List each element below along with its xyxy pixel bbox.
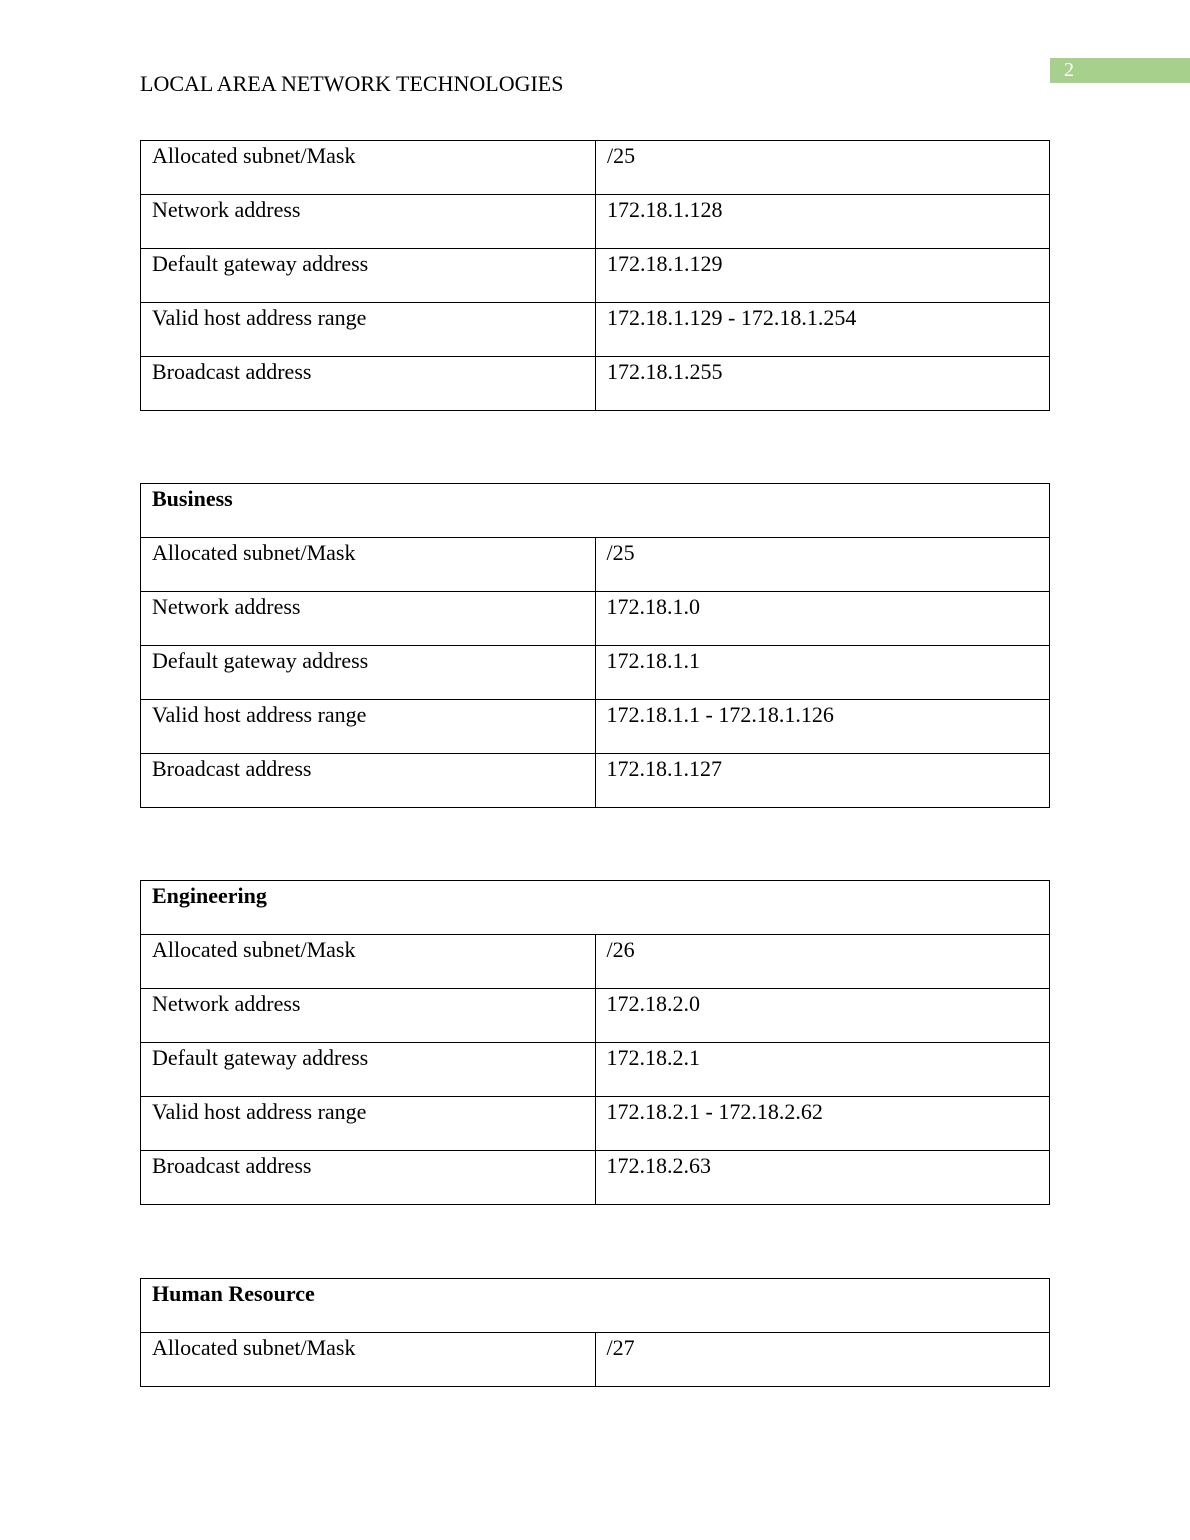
row-value: 172.18.2.63 (595, 1151, 1050, 1205)
row-label: Default gateway address (141, 1043, 596, 1097)
table-heading: Engineering (141, 881, 1050, 935)
table-row (141, 754, 1050, 808)
row-label: Network address (141, 592, 596, 646)
page-number-badge: 2 (1050, 58, 1190, 83)
table-row (141, 646, 1050, 700)
row-label: Valid host address range (141, 303, 596, 357)
table-heading: Human Resource (141, 1279, 1050, 1333)
table-row (141, 592, 1050, 646)
row-value: 172.18.1.1 (595, 646, 1050, 700)
table-row (141, 195, 1050, 249)
table-row (141, 700, 1050, 754)
row-label: Broadcast address (141, 754, 596, 808)
table-row (141, 538, 1050, 592)
row-label: Allocated subnet/Mask (141, 141, 596, 195)
row-value: 172.18.1.128 (596, 195, 1050, 249)
table-row (141, 1097, 1050, 1151)
table-row (141, 1151, 1050, 1205)
row-label: Valid host address range (141, 1097, 596, 1151)
table-row (141, 303, 1050, 357)
table-heading-row (141, 881, 1050, 935)
table-row (141, 141, 1050, 195)
row-value: 172.18.1.127 (595, 754, 1050, 808)
table-row (141, 1333, 1050, 1387)
row-value: 172.18.1.1 - 172.18.1.126 (595, 700, 1050, 754)
table-row (141, 249, 1050, 303)
row-label: Default gateway address (141, 646, 596, 700)
table-heading-row (141, 484, 1050, 538)
row-value: /27 (595, 1333, 1050, 1387)
table-row (141, 935, 1050, 989)
running-header-title: LOCAL AREA NETWORK TECHNOLOGIES (140, 71, 564, 96)
table-heading-row (141, 1279, 1050, 1333)
row-label: Allocated subnet/Mask (141, 1333, 596, 1387)
table-row (141, 989, 1050, 1043)
subnet-table-unnamed (140, 140, 1050, 411)
row-label: Valid host address range (141, 700, 596, 754)
row-value: 172.18.2.0 (595, 989, 1050, 1043)
row-value: /25 (595, 538, 1050, 592)
row-label: Broadcast address (141, 357, 596, 411)
row-label: Allocated subnet/Mask (141, 538, 596, 592)
row-value: 172.18.1.129 - 172.18.1.254 (596, 303, 1050, 357)
row-value: 172.18.2.1 (595, 1043, 1050, 1097)
row-label: Broadcast address (141, 1151, 596, 1205)
row-label: Network address (141, 989, 596, 1043)
row-label: Default gateway address (141, 249, 596, 303)
row-value: /25 (596, 141, 1050, 195)
table-row (141, 357, 1050, 411)
row-value: 172.18.1.129 (596, 249, 1050, 303)
subnet-table-human-resource (140, 1278, 1050, 1387)
subnet-table-business (140, 483, 1050, 808)
row-label: Network address (141, 195, 596, 249)
table-heading: Business (141, 484, 1050, 538)
subnet-table-engineering (140, 880, 1050, 1205)
row-value: /26 (595, 935, 1050, 989)
table-row (141, 1043, 1050, 1097)
row-label: Allocated subnet/Mask (141, 935, 596, 989)
row-value: 172.18.1.0 (595, 592, 1050, 646)
row-value: 172.18.1.255 (596, 357, 1050, 411)
row-value: 172.18.2.1 - 172.18.2.62 (595, 1097, 1050, 1151)
